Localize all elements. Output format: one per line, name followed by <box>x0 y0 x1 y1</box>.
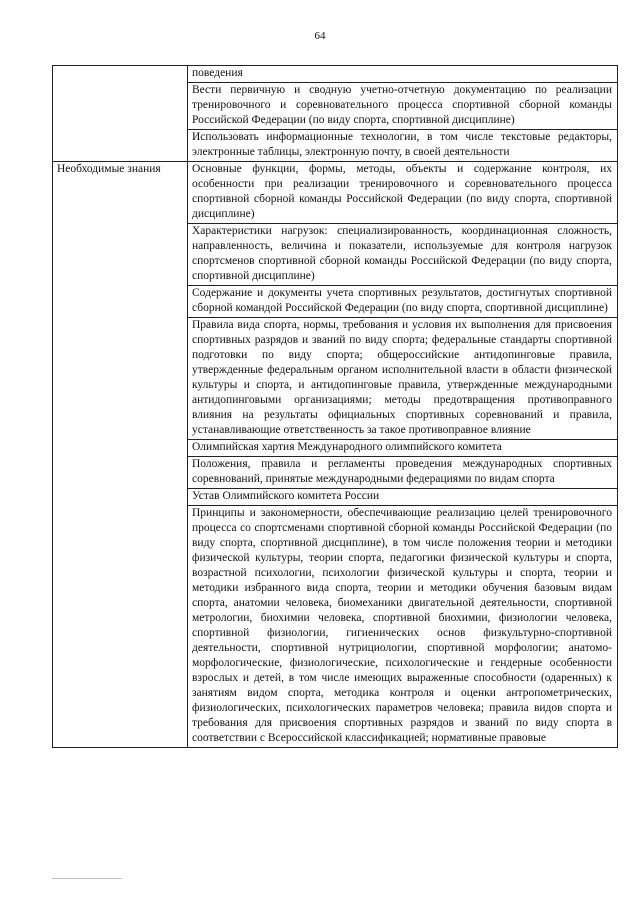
page-number: 64 <box>314 30 326 42</box>
knowledge-cell: Основные функции, формы, методы, объекты и содержание контроля, их особенности при реализации тренировочного и соревновательного процесса спортивной сборной команды Российской Федерации (по виду спорта, спортивной дисциплине) <box>188 162 618 224</box>
knowledge-cell: Принципы и закономерности, обеспечивающие реализацию целей тренировочного процесса со спортсменами спортивной сборной команды Российской Федерации (по виду спорта, спортивной дисциплине), в том числе положения теории и методики физической культуры, теории спорта, педагогики физической культуры и спорта, возрастной психологии, психологии физической культуры и спорта, теории и методики избранного вида спорта, теории и методики обучения базовым видам спорта, анатомии человека, биомеханики двигательной деятельности, спортивной метрологии, биохимии человека, спортивной биохимии, физиологии человека, спортивной физиологии, гигиенических основ физкультурно-спортивной деятельности, спортивной нутрициологии, спортивной морфологии; анатомо-морфологические, физиологические, психологические и гендерные особенности взрослых и детей, в том числе имеющих выраженные способности (одаренных) к занятиям видом спорта, методика контроля и оценки антропометрических, физиологических, психологических параметров человека; правила видов спорта и требования для присвоения спортивных разрядов и званий по виду спорта в соответствии с Всероссийской классификацией; нормативные правовые <box>188 506 618 748</box>
skill-cell: Вести первичную и сводную учетно-отчетную документацию по реализации тренировочного и соревновательного процесса спортивной сборной команды Российской Федерации (по виду спорта, спортивной дисциплине) <box>188 83 618 130</box>
skill-cell: поведения <box>188 66 618 83</box>
knowledge-label-cell <box>53 162 188 748</box>
bottom-divider <box>52 878 122 879</box>
knowledge-cell: Содержание и документы учета спортивных результатов, достигнутых спортивной сборной командой Российской Федерации (по виду спорта, спортивной дисциплине) <box>188 286 618 318</box>
empty-label-cell <box>53 66 188 162</box>
knowledge-cell: Правила вида спорта, нормы, требования и условия их выполнения для присвоения спортивных разрядов и званий по виду спорта; федеральные стандарты спортивной подготовки по виду спорта; общероссийские антидопинговые правила, утвержденные федеральным органом исполнительной власти в области физической культуры и спорта, и антидопинговые правила, утвержденные международными антидопинговыми организациями; методы предотвращения противоправного влияния на результаты официальных спортивных соревнований и правила, устанавливающие ответственность за такое противоправное влияние <box>188 318 618 440</box>
requirements-table <box>52 65 618 748</box>
knowledge-cell: Положения, правила и регламенты проведения международных спортивных соревнований, принятые международными федерациями по видам спорта <box>188 457 618 489</box>
skill-cell: Использовать информационные технологии, в том числе текстовые редакторы, электронные таблицы, электронную почту, в своей деятельности <box>188 130 618 162</box>
table-row <box>53 162 618 224</box>
knowledge-label: Необходимые знания <box>57 163 161 175</box>
knowledge-cell: Устав Олимпийского комитета России <box>188 489 618 506</box>
table-row <box>53 66 618 83</box>
knowledge-cell: Олимпийская хартия Международного олимпийского комитета <box>188 440 618 457</box>
knowledge-cell: Характеристики нагрузок: специализированность, координационная сложность, направленность, величина и показатели, используемые для контроля нагрузок спортсменов спортивной сборной команды Российской Федерации (по виду спорта, спортивной дисциплине) <box>188 224 618 286</box>
